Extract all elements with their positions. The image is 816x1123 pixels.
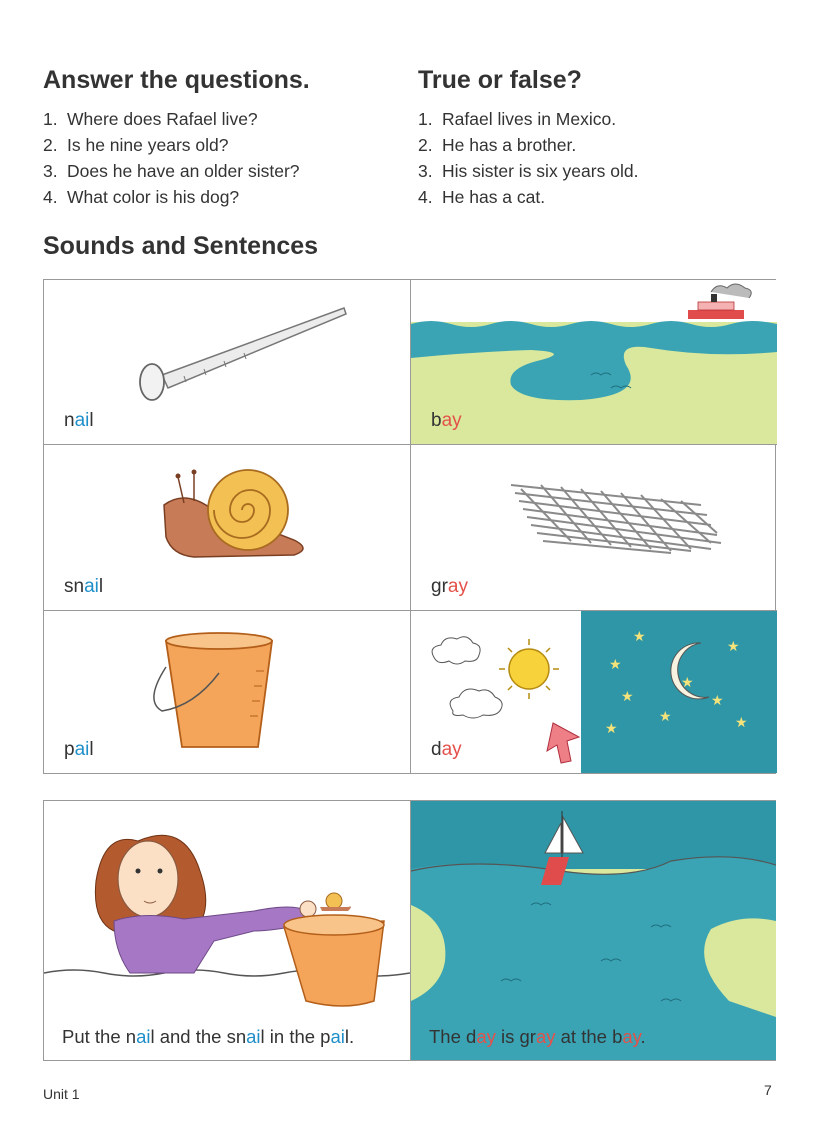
word-gray: gray: [431, 576, 468, 597]
list-item: 1. Rafael lives in Mexico.: [418, 109, 617, 129]
snail-cell: [44, 445, 411, 611]
list-item: 2. He has a brother.: [418, 135, 577, 155]
list-item: 1. Where does Rafael live?: [43, 109, 258, 129]
answer-questions-list: [43, 106, 300, 210]
sentence-pictures: [43, 800, 776, 1061]
svg-text:★: ★: [711, 693, 724, 709]
svg-text:★: ★: [659, 709, 672, 725]
list-item: 3. Does he have an older sister?: [43, 161, 300, 181]
sentence-right: The day is gray at the bay.: [429, 1026, 646, 1047]
unit-label: Unit 1: [43, 1086, 80, 1102]
page-number: 7: [764, 1082, 772, 1098]
true-false-list: [418, 106, 638, 210]
word-snail: snail: [64, 576, 104, 597]
list-item: 4. He has a cat.: [418, 187, 546, 207]
girl-pail-cell: [44, 801, 411, 1060]
word-bay: bay: [431, 410, 462, 431]
sounds-sentences-heading: Sounds and Sentences: [43, 232, 319, 260]
day-cell: [411, 611, 777, 773]
gray-cell: [411, 445, 777, 611]
nail-illustration: [44, 280, 410, 444]
svg-text:★: ★: [727, 639, 740, 655]
answer-questions-heading: Answer the questions.: [43, 66, 310, 94]
word-nail: nail: [64, 410, 94, 431]
grid-divider: [410, 280, 411, 773]
list-item: 2. Is he nine years old?: [43, 135, 229, 155]
girl-snail-pail-illustration: [44, 801, 410, 1060]
bay-illustration: [411, 280, 777, 444]
pail-illustration: [44, 611, 410, 773]
list-item: 3. His sister is six years old.: [418, 161, 639, 181]
svg-text:★: ★: [605, 721, 618, 737]
sentence-left: Put the nail and the snail in the pail.: [62, 1026, 355, 1047]
nail-cell: [44, 280, 411, 445]
pail-cell: [44, 611, 411, 773]
word-picture-grid: [43, 279, 776, 774]
svg-text:★: ★: [621, 689, 634, 705]
svg-text:★: ★: [735, 715, 748, 731]
bay-sailboat-illustration: [411, 801, 776, 1060]
word-pail: pail: [64, 739, 94, 760]
svg-text:★: ★: [609, 657, 622, 673]
day-night-illustration: [411, 611, 777, 773]
bay-cell: [411, 280, 777, 445]
svg-text:★: ★: [681, 675, 694, 691]
svg-text:★: ★: [633, 629, 646, 645]
true-false-heading: True or false?: [418, 66, 582, 94]
bay-sailboat-cell: [411, 801, 776, 1060]
word-day: day: [431, 739, 462, 760]
list-item: 4. What color is his dog?: [43, 187, 240, 207]
